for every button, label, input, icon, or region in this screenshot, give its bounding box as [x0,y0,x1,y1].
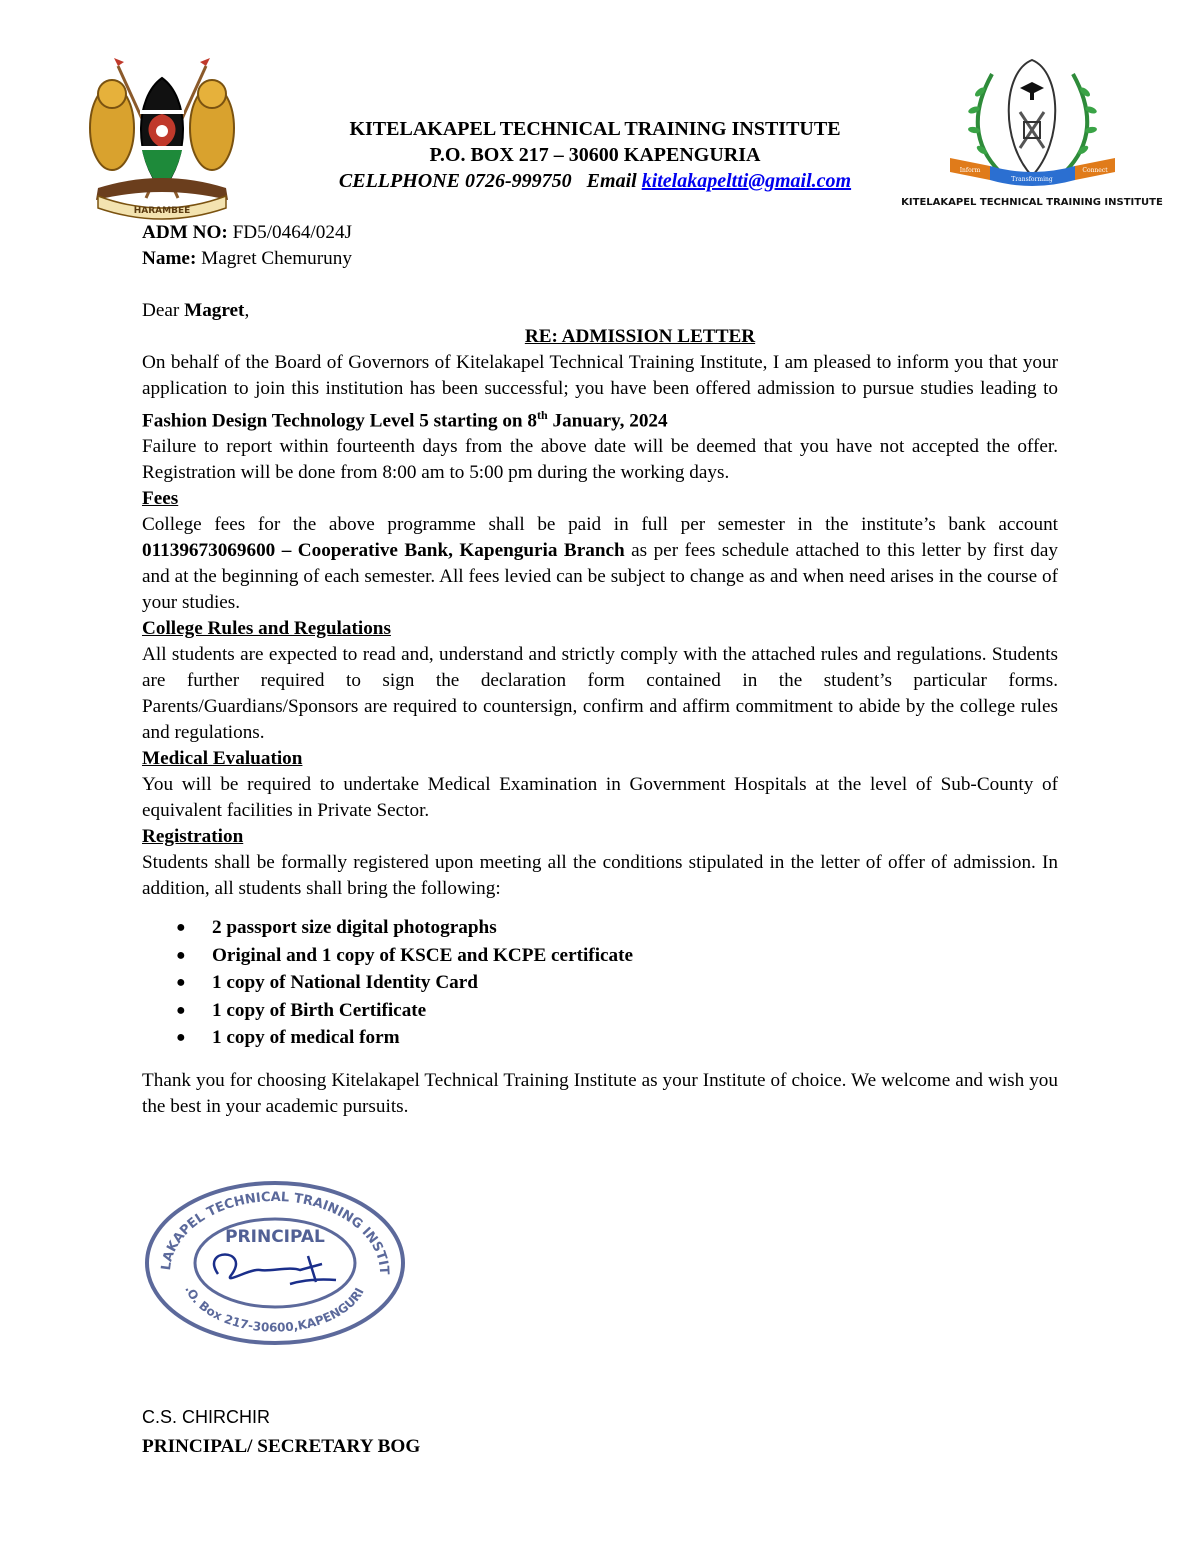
rules-heading: College Rules and Regulations [142,618,391,640]
institution-title: KITELAKAPEL TECHNICAL TRAINING INSTITUTE [349,118,841,140]
salutation-prefix: Dear [142,300,185,321]
list-item-text: Original and 1 copy of KSCE and KCPE certificate [212,944,634,966]
bullet-icon: ● [176,974,186,992]
fees-text-2: as per fees schedule attached to this letter by first day and at the beginning of each semester. All fees levied can be subject to change as and when need arises in the course of your studies. [142,540,1058,614]
fees-paragraph [142,512,1058,616]
list-item [176,969,1058,997]
list-item-text: 1 copy of medical form [212,1027,400,1049]
bullet-icon: ● [176,946,186,964]
medical-heading: Medical Evaluation [142,748,303,770]
medical-paragraph: You will be required to undertake Medical Examination in Government Hospitals at the level of Sub-County of equivalent facilities in Private Sector. [142,774,1058,822]
signatory-block [142,1402,420,1462]
banner-mid-text: Transforming [1011,176,1053,183]
list-item-text: 1 copy of National Identity Card [212,972,478,994]
letterhead [250,116,940,194]
signature-scribble [214,1255,336,1285]
name-label: Name: [142,248,197,269]
institute-logo [901,52,1163,212]
registration-paragraph: Students shall be formally registered upon meeting all the conditions stipulated in the letter of offer of admission. In addition, all students shall bring the following: [142,852,1058,900]
bullet-icon: ● [176,919,186,937]
bullet-icon: ● [176,1001,186,1019]
email-link[interactable]: kitelakapeltti@gmail.com [641,170,852,192]
coat-of-arms-logo [78,58,246,218]
list-item [176,914,1058,942]
logo-caption: KITELAKAPEL TECHNICAL TRAINING INSTITUTE [901,197,1163,208]
fees-text-1: College fees for the above programme shall be paid in full per semester in the institute’s bank account [142,514,1058,536]
list-item-text: 2 passport size digital photographs [212,917,497,939]
closing-paragraph: Thank you for choosing Kitelakapel Technical Training Institute as your Institute of choice. We welcome and wish you the best in your academic pursuits. [142,1069,1058,1117]
list-item [176,1024,1058,1052]
adm-number: FD5/0464/024J [232,222,353,243]
adm-label: ADM NO: [142,222,228,243]
signatory-role: PRINCIPAL/ SECRETARY BOG [142,1436,421,1457]
bullet-icon: ● [176,1029,186,1047]
cellphone: CELLPHONE 0726-999750 [338,170,572,192]
subject-line: RE: ADMISSION LETTER [524,326,756,347]
student-name: Magret Chemuruny [201,248,352,269]
stamp-bottom-text: .O. Box 217-30600,KAPENGURI [182,1283,367,1335]
contact-line [250,168,940,194]
salutation-name: Magret [184,300,245,321]
salutation-suffix: , [244,300,250,321]
list-item [176,997,1058,1025]
fees-heading: Fees [142,488,179,510]
list-item [176,942,1058,970]
motto-text: HARAMBEE [133,206,191,216]
banner-left-text: Inform [959,167,981,174]
failure-paragraph: Failure to report within fourteenth days from the above date will be deemed that you have not accepted the offer. Registration will be done from 8:00 am to 5:00 pm during the working days. [142,436,1058,484]
list-item-text: 1 copy of Birth Certificate [212,999,427,1021]
stamp-outer-text: LAKAPEL TECHNICAL TRAINING INSTIT [158,1189,392,1276]
bank-account: 01139673069600 – Cooperative Bank, Kapenguria Branch [142,540,625,562]
salutation [142,298,1058,324]
banner-right-text: Connect [1082,167,1108,174]
signatory-name: C.S. CHIRCHIR [142,1407,271,1427]
postal-address: P.O. BOX 217 – 30600 KAPENGURIA [429,144,761,166]
email-label: Email [586,170,637,192]
rules-paragraph: All students are expected to read and, understand and strictly comply with the attached rules and regulations. Students are further required to sign the declaration form contained in the student’s particular forms. Parents/Guardians/Sponsors are required to countersign, confirm and affirm commitment to abide by the college rules and regulations. [142,644,1058,744]
requirements-list [142,914,1058,1052]
letter-body [142,220,1058,1120]
start-date: January, 2024 [547,410,668,432]
course-name: Fashion Design Technology Level 5 starting on 8 [142,410,537,432]
date-superscript: th [537,408,548,422]
registration-heading: Registration [142,826,244,848]
intro-text: On behalf of the Board of Governors of Kitelakapel Technical Training Institute, I am pleased to inform you that your application to join this institution has been successful; you have been offered admission to pursue studies leading to [142,352,1058,399]
stamp-title: PRINCIPAL [225,1227,325,1247]
official-stamp [140,1178,410,1348]
intro-paragraph [142,350,1058,434]
